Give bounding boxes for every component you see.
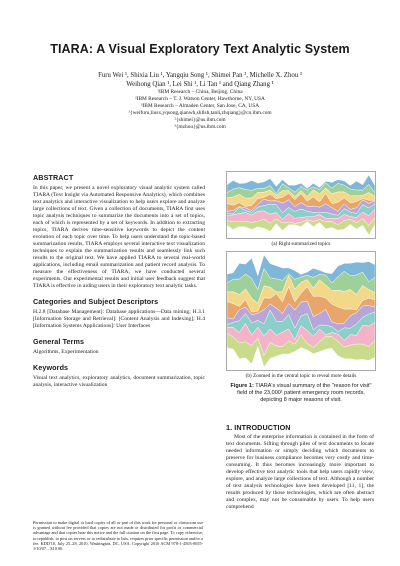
permission-footnote: Permission to make digital or hard copies of all or part of this work for personal or classroom use is granted without fee provided that copies are not made or distributed for profit or commercial advantage and that copies bear this notice and the full citation on the first page. To copy otherwise, to republish, to post on servers or to redistribute to lists, requires prior specific permission and/or a fee. KDD'10, July 25–28, 2010, Washington, DC, USA. Copyright 2010 ACM 978-1-4503-0055-1/10/07 ...$10.00. xyxy=(33,520,203,552)
keywords-text: Visual text analytics, exploratory analytics, document summarization, topic analysis, interactive visualization xyxy=(33,375,205,388)
keywords-heading: Keywords xyxy=(33,363,69,372)
affiliation-2: ²IBM Research – T. J. Watson Center, Hawthorne, NY, USA xyxy=(135,96,265,103)
categories-section xyxy=(33,297,205,330)
streamgraph-b xyxy=(227,252,375,370)
introduction-heading: 1. INTRODUCTION xyxy=(226,423,291,432)
keywords-section xyxy=(33,363,205,389)
introduction-section xyxy=(226,434,374,511)
figure-subcaption-b: (b) Zoomed in the central topic to reveal more details xyxy=(245,373,357,379)
streamgraph-b-frame xyxy=(226,251,376,371)
author-block xyxy=(0,72,400,131)
abstract-text: In this paper, we present a novel exploratory visual analytic system called TIARA (Text Insight via Automated Responsive Analytics), which combines text analytics and interactive visualization to help users explore and analyze large collections of text. Given a collection of documents, TIARA first uses topic analysis techniques to summarize the documents into a set of topics, each of which is represented by a set of keywords. In addition to extracting topics, TIARA derives time-sensitive keywords to depict the content evolution of each topic over time. To help users understand the topic-based summarization results, TIARA employs several interactive text visualization techniques to explain the summarization results and seamlessly link such results to the original text. We have applied TIARA to several real-world applications, including email summarization and patient record analysis. To measure the effectiveness of TIARA, we have conducted several experiments. Our experimental results and initial user feedback suggest that TIARA is effective in aiding users in their exploratory text analytic tasks. xyxy=(33,185,205,289)
general-terms-heading: General Terms xyxy=(33,337,85,346)
streamgraph-a xyxy=(227,172,375,238)
affiliation-1: ¹IBM Research – China, Beijing, China xyxy=(157,89,243,96)
categories-heading: Categories and Subject Descriptors xyxy=(33,297,159,306)
streamgraph-a-frame xyxy=(226,171,376,239)
figure-caption-label: Figure 1: xyxy=(230,383,254,389)
abstract-heading: ABSTRACT xyxy=(33,173,74,182)
figure-subcaption-a: (a) Right summarized topics xyxy=(271,241,331,247)
email-1: ¹{weifuru,liusx,yqsong,qianwh,shllsh,tanli,zhqiang}@cn.ibm.com xyxy=(128,110,272,117)
general-terms-text: Algorithms, Experimentation xyxy=(33,349,99,355)
figure-caption xyxy=(226,383,376,403)
general-terms-section xyxy=(33,337,205,356)
email-3: ³{mzhou}@us.ibm.com xyxy=(174,124,226,131)
figure-panel-b xyxy=(226,251,376,379)
figure-caption-text: TIARA's visual summary of the "reason for visit" field of the 23,000¹ patient emergency room records, depicting 8 major reasons of visit. xyxy=(237,383,372,403)
introduction-text: Most of the enterprise information is contained in the form of text documents. Sifting through piles of text documents to locate needed information or simply deciding which documents to preserve for business compliance becomes very costly and time-consuming. It thus becomes increasingly more important to develop effective text analytic tools that help users rapidly view, explore, and analyze large collections of text. Although a number of text analysis technologies have been developed [11, 1], the results produced by those technologies, which are often abstract and complex, may not be consumable by users. To help users comprehend xyxy=(226,434,374,510)
abstract-section xyxy=(33,173,205,290)
categories-text: H.2.8 [Database Management]: Database applications—Data mining; H.3.1 [Information Storage and Retrieval]: [Content Analysis and Indexing]; H.4 [Information Systems Applications]: User Interfaces xyxy=(33,309,205,329)
affiliation-3: ³IBM Research – Almaden Center, San Jose, CA, USA xyxy=(140,103,260,110)
author-line-2: Weihong Qian ¹, Lei Shi ¹, Li Tan ¹ and Qiang Zhang ¹ xyxy=(126,80,274,88)
left-column xyxy=(33,173,205,396)
email-2: ²{shimei}@us.ibm.com xyxy=(174,117,226,124)
author-line-1: Furu Wei ¹, Shixia Liu ¹, Yangqiu Song ¹, Shimei Pan ², Michelle X. Zhou ³ xyxy=(98,72,302,79)
paper-title: TIARA: A Visual Exploratory Text Analytic System xyxy=(50,42,350,56)
figure-panel-a xyxy=(226,171,376,247)
